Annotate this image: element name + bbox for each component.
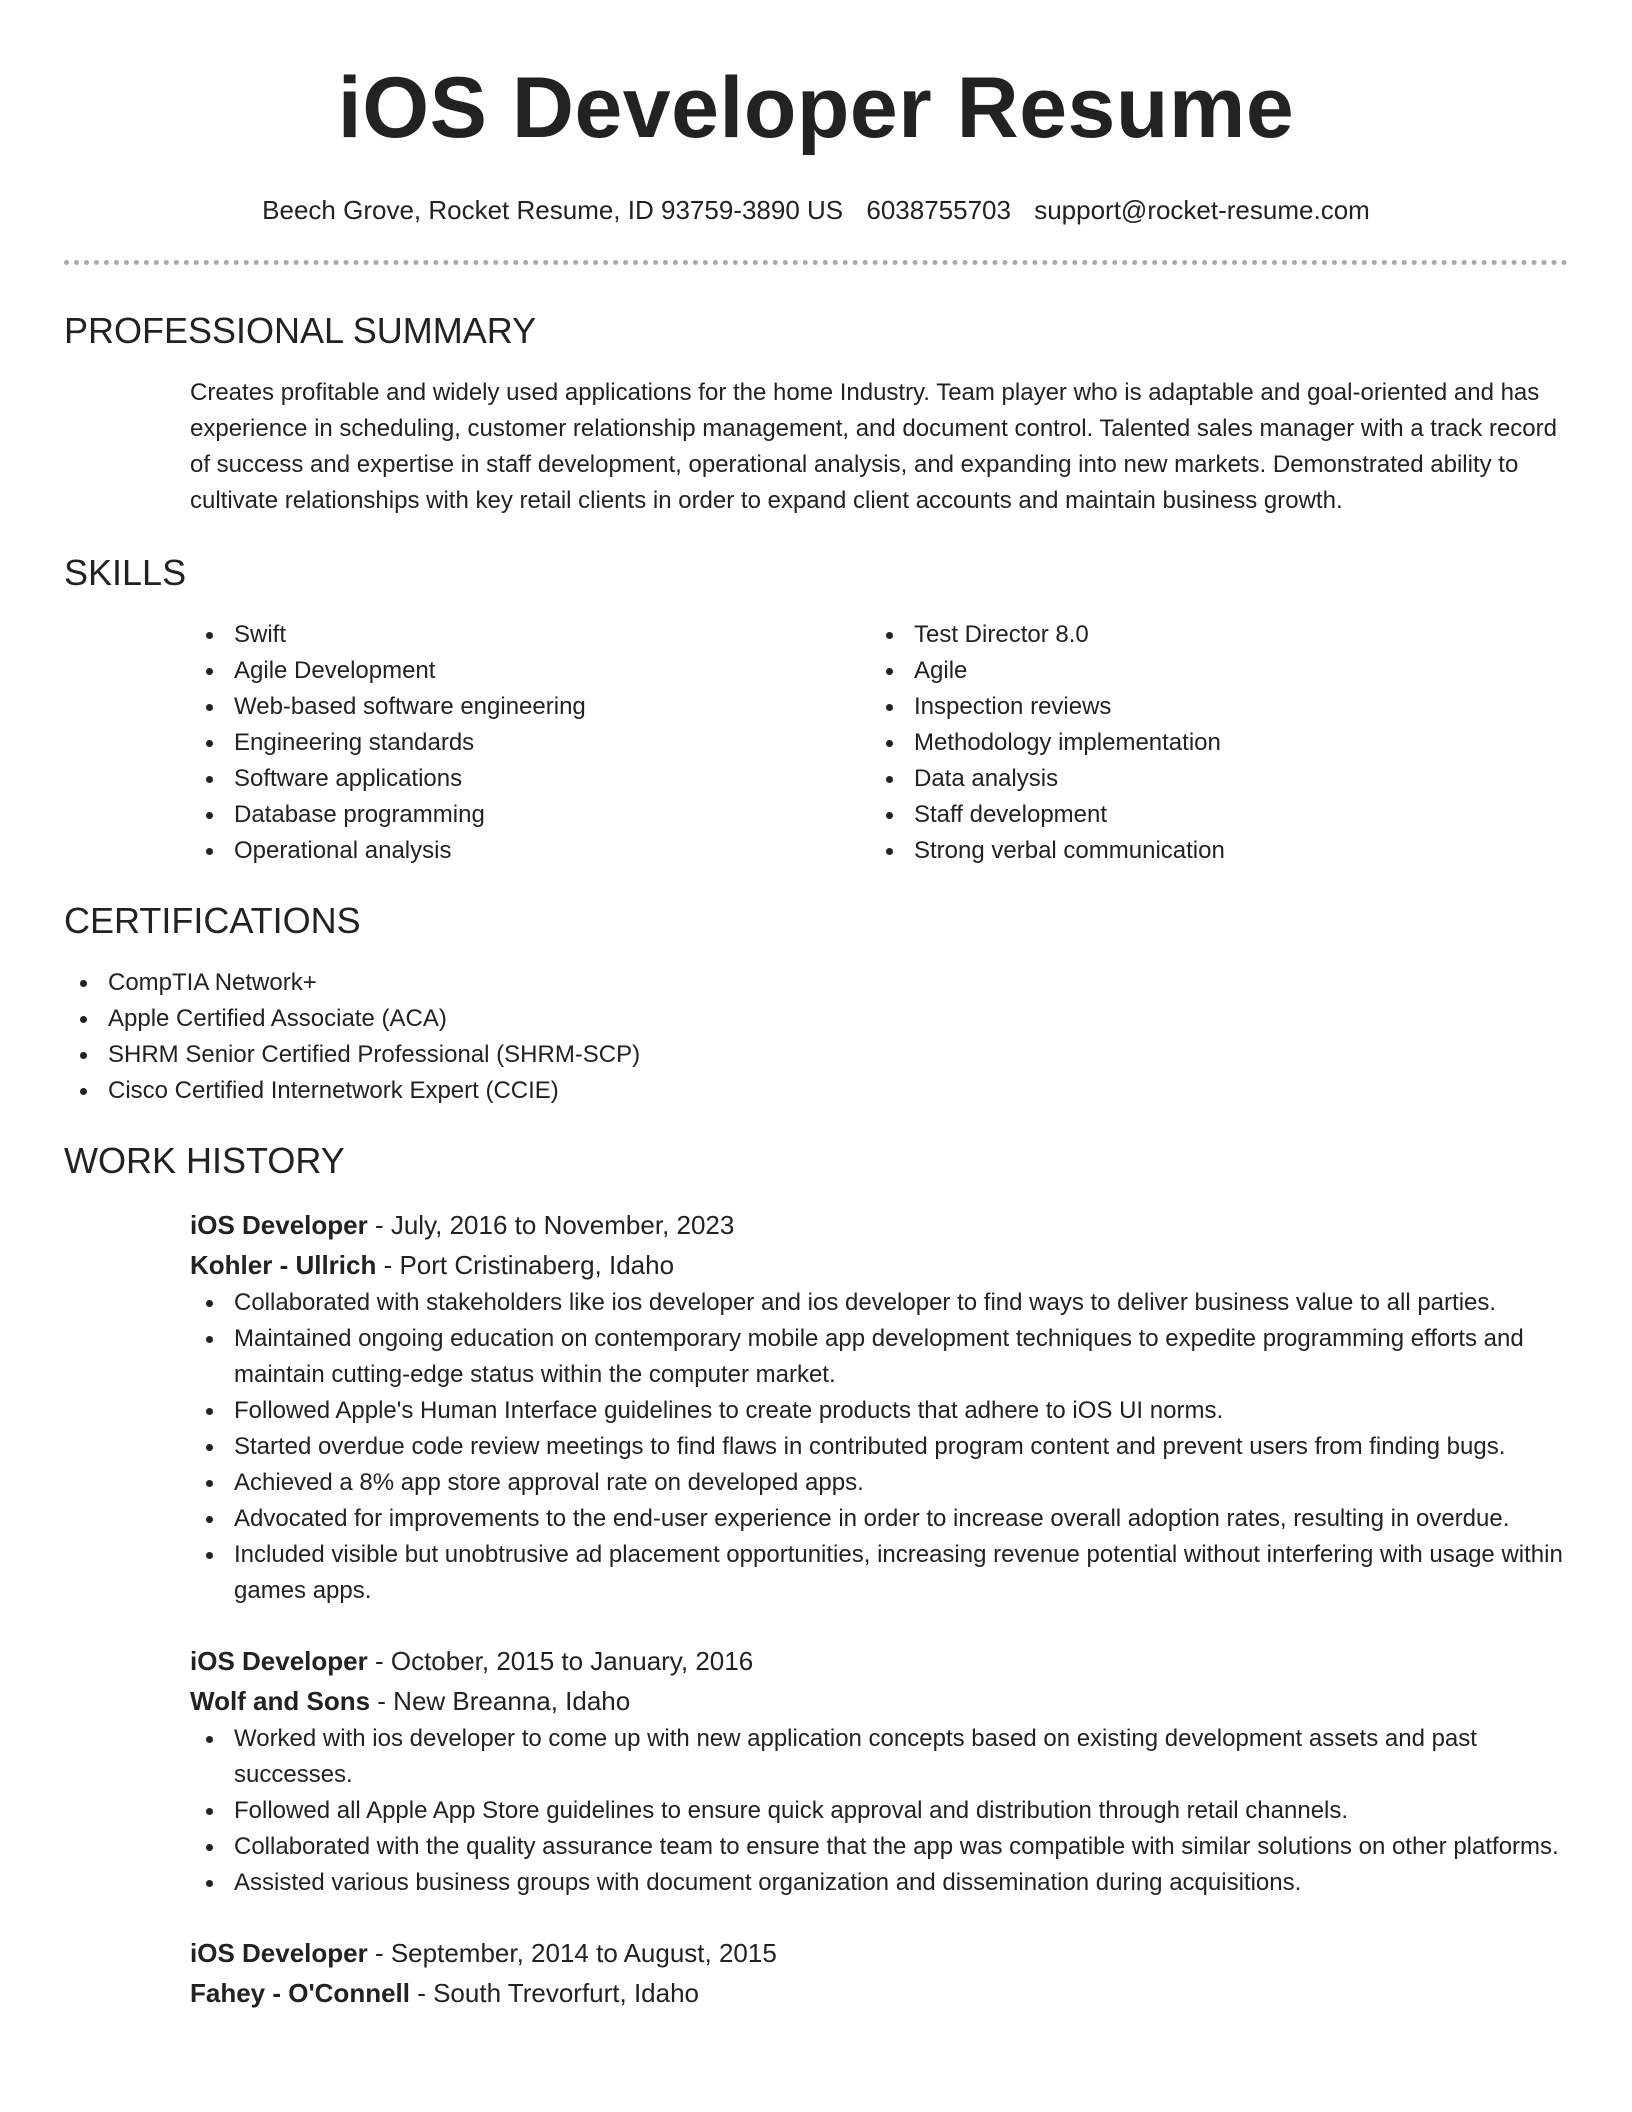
job-bullet: Advocated for improvements to the end-user experience in order to increase overall adoption rates, resulting in overdue. xyxy=(190,1501,1568,1537)
certification-item: Cisco Certified Internetwork Expert (CCIE) xyxy=(64,1073,1568,1109)
summary-heading: PROFESSIONAL SUMMARY xyxy=(64,310,537,351)
job-company: Wolf and Sons xyxy=(190,1686,371,1716)
job-dates: - September, 2014 to August, 2015 xyxy=(367,1938,777,1968)
job-bullet: Started overdue code review meetings to find flaws in contributed program content and prevent users from finding bugs. xyxy=(190,1429,1568,1465)
skills-heading: SKILLS xyxy=(64,552,187,593)
skill-item: Agile xyxy=(870,653,1550,689)
skills-right-list xyxy=(870,617,1550,869)
job-company: Fahey - O'Connell xyxy=(190,1978,410,2008)
skill-item: Database programming xyxy=(190,797,870,833)
skills-grid xyxy=(190,617,1568,869)
job-bullets xyxy=(190,1721,1568,1901)
header-divider xyxy=(64,260,1568,265)
job-title: iOS Developer xyxy=(190,1938,368,1968)
certifications-heading: CERTIFICATIONS xyxy=(64,900,361,941)
job-company-line xyxy=(190,1245,1568,1285)
skill-item: Inspection reviews xyxy=(870,689,1550,725)
job-title-line xyxy=(190,1205,1568,1245)
skill-item: Web-based software engineering xyxy=(190,689,870,725)
certification-item: CompTIA Network+ xyxy=(64,965,1568,1001)
certification-item: Apple Certified Associate (ACA) xyxy=(64,1001,1568,1037)
job-dates: - October, 2015 to January, 2016 xyxy=(367,1646,754,1676)
resume-title: iOS Developer Resume xyxy=(337,60,1295,156)
job-title-line xyxy=(190,1933,1568,1973)
job-bullet: Worked with ios developer to come up with new application concepts based on existing development assets and past successes. xyxy=(190,1721,1568,1793)
job-entry xyxy=(190,1205,1568,1609)
job-entry xyxy=(190,1933,1568,2013)
job-location: - Port Cristinaberg, Idaho xyxy=(376,1250,675,1280)
skills-left-list xyxy=(190,617,870,869)
work-history-heading: WORK HISTORY xyxy=(64,1140,345,1181)
job-company: Kohler - Ullrich xyxy=(190,1250,377,1280)
skill-item: Strong verbal communication xyxy=(870,833,1550,869)
job-bullet: Followed all Apple App Store guidelines to ensure quick approval and distribution through retail channels. xyxy=(190,1793,1568,1829)
skills-section xyxy=(64,551,1568,869)
contact-line xyxy=(64,194,1568,226)
certifications-list xyxy=(64,965,1568,1109)
job-location: - New Breanna, Idaho xyxy=(370,1686,631,1716)
skill-item: Agile Development xyxy=(190,653,870,689)
skill-item: Methodology implementation xyxy=(870,725,1550,761)
job-company-line xyxy=(190,1973,1568,2013)
work-history-section xyxy=(64,1139,1568,2013)
job-title: iOS Developer xyxy=(190,1210,368,1240)
summary-text: Creates profitable and widely used applications for the home Industry. Team player who is adaptable and goal-oriented and has experience in scheduling, customer relationship management, and document control. Talented sales manager with a track record of success and expertise in staff development, operational analysis, and expanding into new markets. Demonstrated ability to cultivate relationships with key retail clients in order to expand client accounts and maintain business growth. xyxy=(190,379,1557,514)
job-bullet: Followed Apple's Human Interface guidelines to create products that adhere to iOS UI norms. xyxy=(190,1393,1568,1429)
skill-item: Engineering standards xyxy=(190,725,870,761)
job-bullet: Achieved a 8% app store approval rate on developed apps. xyxy=(190,1465,1568,1501)
certifications-section xyxy=(64,899,1568,1109)
skill-item: Staff development xyxy=(870,797,1550,833)
skill-item: Software applications xyxy=(190,761,870,797)
job-bullet: Collaborated with the quality assurance team to ensure that the app was compatible with similar solutions on other platforms. xyxy=(190,1829,1568,1865)
job-title: iOS Developer xyxy=(190,1646,368,1676)
job-bullet: Collaborated with stakeholders like ios developer and ios developer to find ways to deliver business value to all parties. xyxy=(190,1285,1568,1321)
skill-item: Swift xyxy=(190,617,870,653)
certification-item: SHRM Senior Certified Professional (SHRM-SCP) xyxy=(64,1037,1568,1073)
skill-item: Data analysis xyxy=(870,761,1550,797)
job-bullet: Assisted various business groups with document organization and dissemination during acquisitions. xyxy=(190,1865,1568,1901)
job-entry xyxy=(190,1641,1568,1901)
job-company-line xyxy=(190,1681,1568,1721)
contact-phone: 6038755703 xyxy=(866,195,1011,225)
job-bullet: Included visible but unobtrusive ad placement opportunities, increasing revenue potential without interfering with usage within games apps. xyxy=(190,1537,1568,1609)
contact-address: Beech Grove, Rocket Resume, ID 93759-3890 US xyxy=(262,195,844,225)
job-bullet: Maintained ongoing education on contemporary mobile app development techniques to expedite programming efforts and maintain cutting-edge status within the computer market. xyxy=(190,1321,1568,1393)
job-dates: - July, 2016 to November, 2023 xyxy=(367,1210,735,1240)
job-location: - South Trevorfurt, Idaho xyxy=(409,1978,700,2008)
skill-item: Test Director 8.0 xyxy=(870,617,1550,653)
skill-item: Operational analysis xyxy=(190,833,870,869)
job-title-line xyxy=(190,1641,1568,1681)
contact-email: support@rocket-resume.com xyxy=(1034,195,1370,225)
job-bullets xyxy=(190,1285,1568,1609)
summary-section xyxy=(64,309,1568,519)
